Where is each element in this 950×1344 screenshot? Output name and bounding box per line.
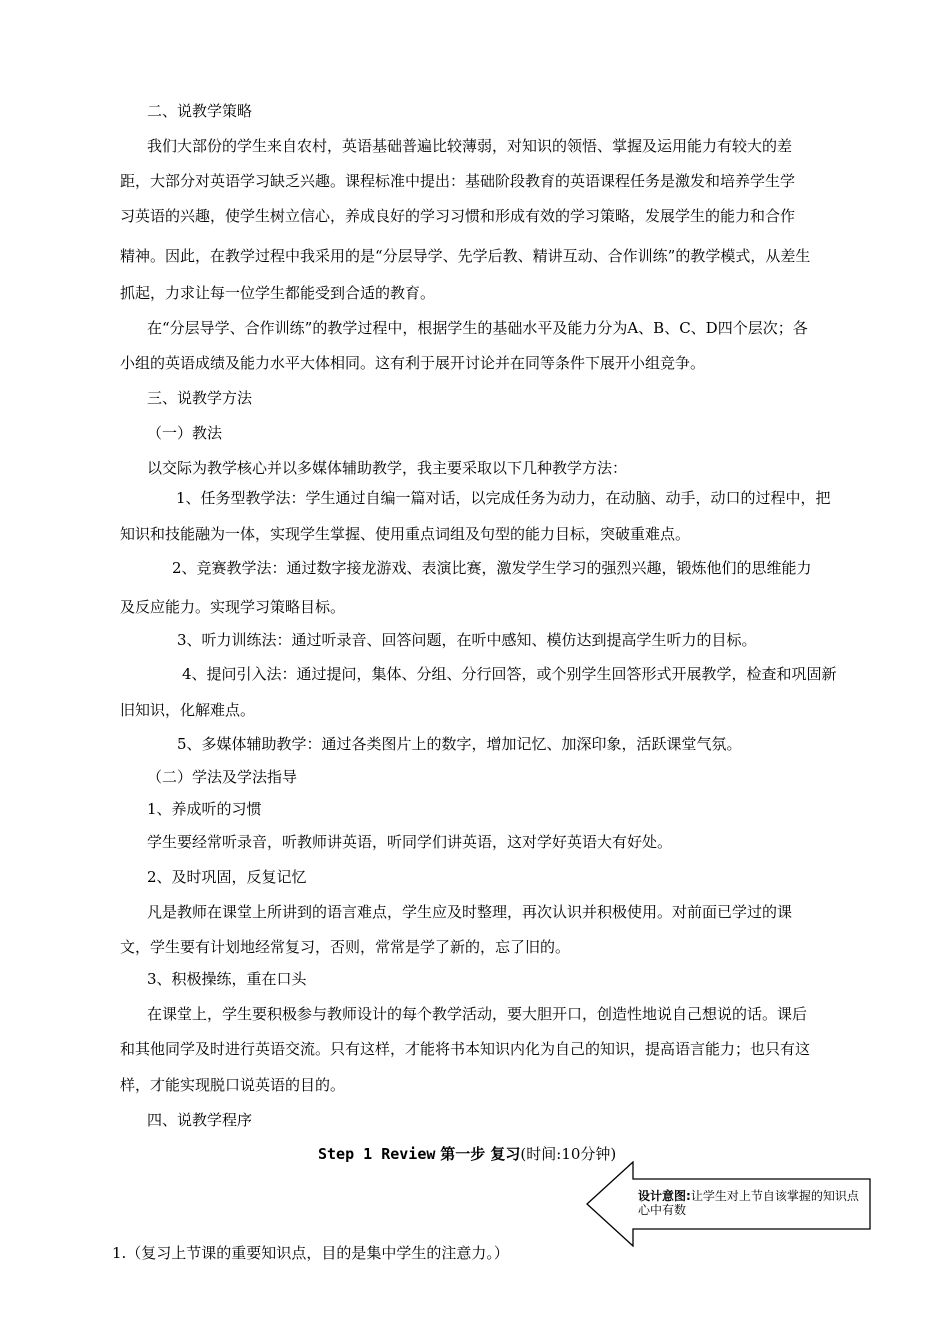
paragraph-line: 距，大部分对英语学习缺乏兴趣。课程标准中提出：基础阶段教育的英语课程任务是激发和培养学生学 [120, 172, 796, 190]
paragraph-line: 学生要经常听录音，听教师讲英语，听同学们讲英语，这对学好英语大有好处。 [147, 833, 673, 851]
paragraph-line: 习英语的兴趣，使学生树立信心，养成良好的学习习惯和形成有效的学习策略，发展学生的能力和合作 [120, 207, 796, 225]
paragraph-line: 我们大部份的学生来自农村，英语基础普遍比较薄弱，对知识的领悟、掌握及运用能力有较大的差 [147, 137, 793, 155]
paragraph-line: 凡是教师在课堂上所讲到的语言难点，学生应及时整理，再次认识并积极使用。对前面已学过的课 [147, 903, 793, 921]
callout-body: 让学生对上节自该掌握的知识点心中有数 [638, 1189, 859, 1217]
subsection-heading-teaching: （一）教法 [147, 424, 223, 442]
paragraph-line: 以交际为教学核心并以多媒体辅助教学，我主要采取以下几种教学方法： [147, 459, 628, 477]
paragraph-line: 和其他同学及时进行英语交流。只有这样，才能将书本知识内化为自己的知识，提高语言能力；也只有这 [120, 1040, 811, 1058]
method-item-cont: 知识和技能融为一体，实现学生掌握、使用重点词组及句型的能力目标，突破重难点。 [120, 525, 691, 543]
paragraph-line: 在课堂上，学生要积极参与教师设计的每个教学活动，要大胆开口，创造性地说自己想说的话。课后 [147, 1005, 808, 1023]
method-item-cont: 旧知识，化解难点。 [120, 701, 256, 719]
method-item: 5、多媒体辅助教学：通过各类图片上的数字，增加记忆、加深印象，活跃课堂气氛。 [177, 735, 742, 753]
paragraph-line: 抓起，力求让每一位学生都能受到合适的教育。 [120, 284, 436, 302]
step-title-en: Step 1 Review [318, 1145, 436, 1163]
callout-label: 设计意图: [638, 1189, 691, 1203]
paragraph-line: 小组的英语成绩及能力水平大体相同。这有利于展开讨论并在同等条件下展开小组竞争。 [120, 354, 706, 372]
section-heading-strategy: 二、说教学策略 [147, 102, 253, 120]
subsection-heading-learning: （二）学法及学法指导 [147, 768, 298, 786]
paragraph-line: 文，学生要有计划地经常复习，否则，常常是学了新的，忘了旧的。 [120, 938, 571, 956]
step-time: (时间:10分钟) [520, 1145, 617, 1163]
review-item-1: 1.（复习上节课的重要知识点，目的是集中学生的注意力。） [112, 1244, 509, 1262]
method-item: 2、竞赛教学法：通过数字接龙游戏、表演比赛，激发学生学习的强烈兴趣，锻炼他们的思维能力 [172, 559, 812, 577]
paragraph-line: 精神。因此，在教学过程中我采用的是“分层导学、先学后教、精讲互动、合作训练”的教学模式，从差生 [120, 247, 811, 265]
learning-item-heading: 3、积极操练，重在口头 [147, 970, 307, 988]
method-item: 3、听力训练法：通过听录音、回答问题，在听中感知、模仿达到提高学生听力的目标。 [177, 631, 757, 649]
method-item: 1、任务型教学法：学生通过自编一篇对话，以完成任务为动力，在动脑、动手，动口的过程中，把 [176, 489, 831, 507]
section-heading-procedure: 四、说教学程序 [147, 1111, 253, 1129]
design-intent-callout [586, 1161, 872, 1247]
callout-text [638, 1189, 866, 1217]
paragraph-line: 在“分层导学、合作训练”的教学过程中，根据学生的基础水平及能力分为A、B、C、D四个层次；各 [147, 319, 808, 337]
section-heading-methods: 三、说教学方法 [147, 389, 253, 407]
learning-item-heading: 1、养成听的习惯 [147, 800, 262, 818]
method-item-cont: 及反应能力。实现学习策略目标。 [120, 598, 346, 616]
step-title [318, 1144, 616, 1164]
learning-item-heading: 2、及时巩固，反复记忆 [147, 868, 307, 886]
paragraph-line: 样，才能实现脱口说英语的目的。 [120, 1076, 346, 1094]
step-title-cn: 第一步 复习 [440, 1145, 521, 1163]
method-item: 4、提问引入法：通过提问，集体、分组、分行回答，或个别学生回答形式开展教学，检查和巩固新 [182, 665, 837, 683]
